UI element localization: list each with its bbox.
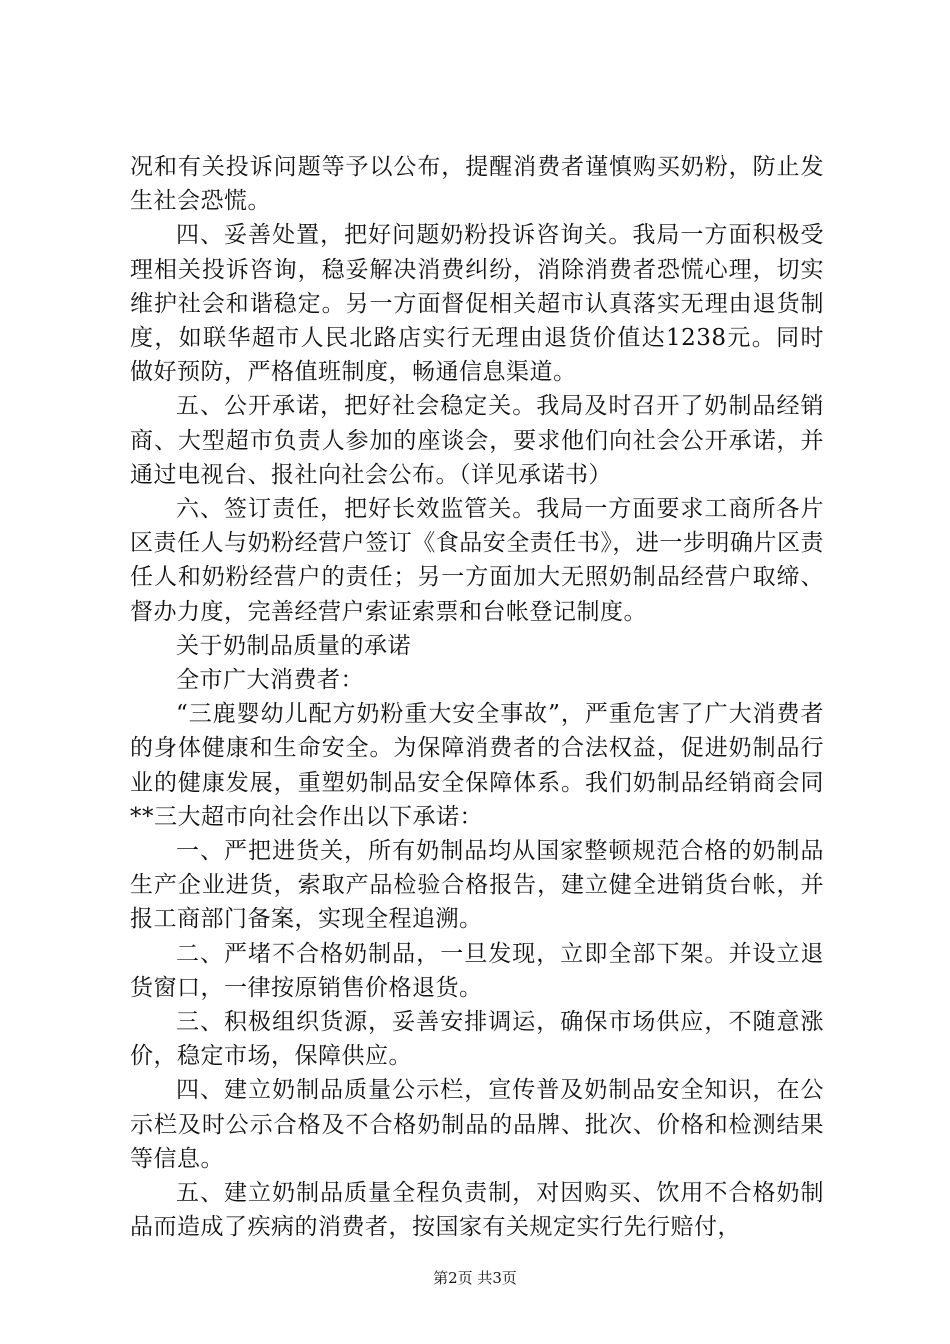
paragraph-8: 一、严把进货关，所有奶制品均从国家整顿规范合格的奶制品生产企业进货，索取产品检验合格报告，建立健全进销货台帐，并报工商部门备案，实现全程追溯。	[130, 838, 824, 933]
paragraph-4: 六、签订责任，把好长效监管关。我局一方面要求工商所各片区责任人与奶粉经营户签订《食品安全责任书》，进一步明确片区责任人和奶粉经营户的责任；另一方面加大无照奶制品经营户取缔、督办力度，完善经营户索证索票和台帐登记制度。	[130, 496, 824, 625]
paragraph-9: 二、严堵不合格奶制品，一旦发现，立即全部下架。并设立退货窗口，一律按原销售价格退货。	[130, 940, 824, 1001]
page-number: 第2页 共3页	[433, 1269, 517, 1287]
paragraph-7: “三鹿婴幼儿配方奶粉重大安全事故”，严重危害了广大消费者的身体健康和生命安全。为保障消费者的合法权益，促进奶制品行业的健康发展，重塑奶制品安全保障体系。我们奶制品经销商会同**三大超市向社会作出以下承诺：	[130, 701, 824, 830]
paragraph-11: 四、建立奶制品质量公示栏，宣传普及奶制品安全知识，在公示栏及时公示合格及不合格奶制品的品牌、批次、价格和检测结果等信息。	[130, 1077, 824, 1172]
salutation: 全市广大消费者：	[176, 667, 364, 694]
commitment-title: 关于奶制品质量的承诺	[176, 632, 411, 659]
paragraph-10: 三、积极组织货源，妥善安排调运，确保市场供应，不随意涨价，稳定市场，保障供应。	[130, 1009, 824, 1070]
document-body	[130, 150, 824, 1245]
paragraph-1: 况和有关投诉问题等予以公布，提醒消费者谨慎购买奶粉，防止发生社会恐慌。	[130, 154, 824, 215]
paragraph-3: 五、公开承诺，把好社会稳定关。我局及时召开了奶制品经销商、大型超市负责人参加的座谈会，要求他们向社会公开承诺，并通过电视台、报社向社会公布。（详见承诺书）	[130, 393, 824, 488]
paragraph-2: 四、妥善处置，把好问题奶粉投诉咨询关。我局一方面积极受理相关投诉咨询，稳妥解决消费纠纷，消除消费者恐慌心理，切实维护社会和谐稳定。另一方面督促相关超市认真落实无理由退货制度，如联华超市人民北路店实行无理由退货价值达1238元。同时做好预防，严格值班制度，畅通信息渠道。	[130, 222, 824, 386]
paragraph-12: 五、建立奶制品质量全程负责制，对因购买、饮用不合格奶制品而造成了疾病的消费者，按国家有关规定实行先行赔付，	[130, 1180, 824, 1241]
